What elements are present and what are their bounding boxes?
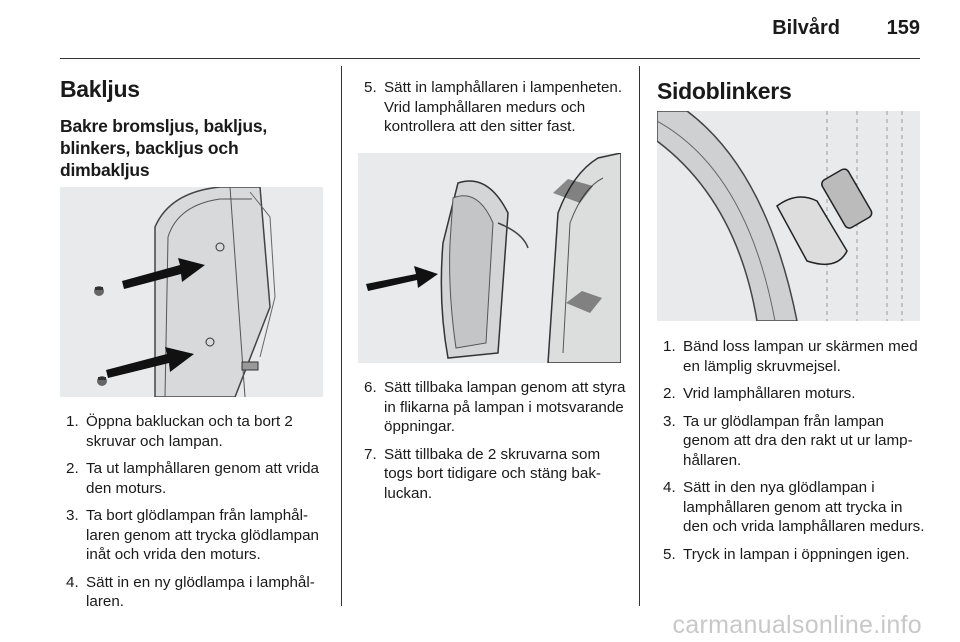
column-3-steps bbox=[657, 337, 925, 572]
list-item: 2. Ta ut lamphållaren genom att vrida den moturs. bbox=[66, 460, 320, 497]
list-item: 5. Sätt in lamphållaren i lampenheten. Vrid lamphållaren medurs och kontrollera att den sitter fast. bbox=[364, 79, 623, 135]
page-header bbox=[60, 0, 920, 59]
subsection-heading: Bakre bromsljus, bakljus, blinkers, backljus och dimbakljus bbox=[60, 116, 268, 180]
screw-icon bbox=[94, 286, 104, 296]
column-2-steps-top bbox=[358, 78, 626, 145]
steps-list bbox=[358, 78, 626, 137]
column-3 bbox=[657, 78, 922, 105]
list-item: 1. Bänd loss lampan ur skärmen med en lämplig skruvmejsel. bbox=[663, 338, 918, 375]
list-item: 4. Sätt in en ny glödlampa i lamphållaren. bbox=[66, 573, 315, 610]
lamp-insert-figure bbox=[358, 153, 621, 363]
list-item: 5. Tryck in lampan i öppningen igen. bbox=[663, 545, 910, 563]
list-item: 6. Sätt tillbaka lampan genom att styra in flikarna på lampan i motsvarande öppningar. bbox=[364, 379, 626, 435]
list-item: 4. Sätt in den nya glödlampan i lamphållaren genom att trycka in den och vrida lamphållaren medurs. bbox=[663, 479, 925, 535]
steps-list bbox=[657, 337, 925, 564]
side-blinker-figure bbox=[657, 111, 920, 321]
section-heading-sidoblinkers: Sidoblinkers bbox=[657, 78, 792, 104]
column-divider bbox=[341, 66, 342, 606]
page-number: 159 bbox=[886, 17, 920, 39]
list-item: 3. Ta ur glödlampan från lampan genom att dra den rakt ut ur lamphållaren. bbox=[663, 412, 913, 469]
list-item: 3. Ta bort glödlampan från lamphållaren genom att trycka glödlampan inåt och vrida den moturs. bbox=[66, 507, 320, 563]
steps-list bbox=[358, 378, 626, 503]
watermark: carmanualsonline.info bbox=[672, 611, 922, 639]
list-item: 2. Vrid lamphållaren moturs. bbox=[663, 385, 856, 402]
steps-list bbox=[60, 412, 330, 612]
column-divider bbox=[639, 66, 640, 606]
section-heading-bakljus: Bakljus bbox=[60, 76, 140, 102]
column-2-steps-bottom bbox=[358, 378, 626, 511]
column-1 bbox=[60, 76, 328, 181]
section-title: Bilvård bbox=[772, 17, 840, 39]
taillight-figure bbox=[60, 187, 323, 397]
screw-icon bbox=[97, 376, 107, 386]
list-item: 1. Öppna bakluckan och ta bort 2 skruvar och lampan. bbox=[66, 413, 293, 450]
list-item: 7. Sätt tillbaka de 2 skruvarna som togs bort tidigare och stäng bakluckan. bbox=[364, 445, 601, 502]
column-1-steps bbox=[60, 412, 330, 620]
